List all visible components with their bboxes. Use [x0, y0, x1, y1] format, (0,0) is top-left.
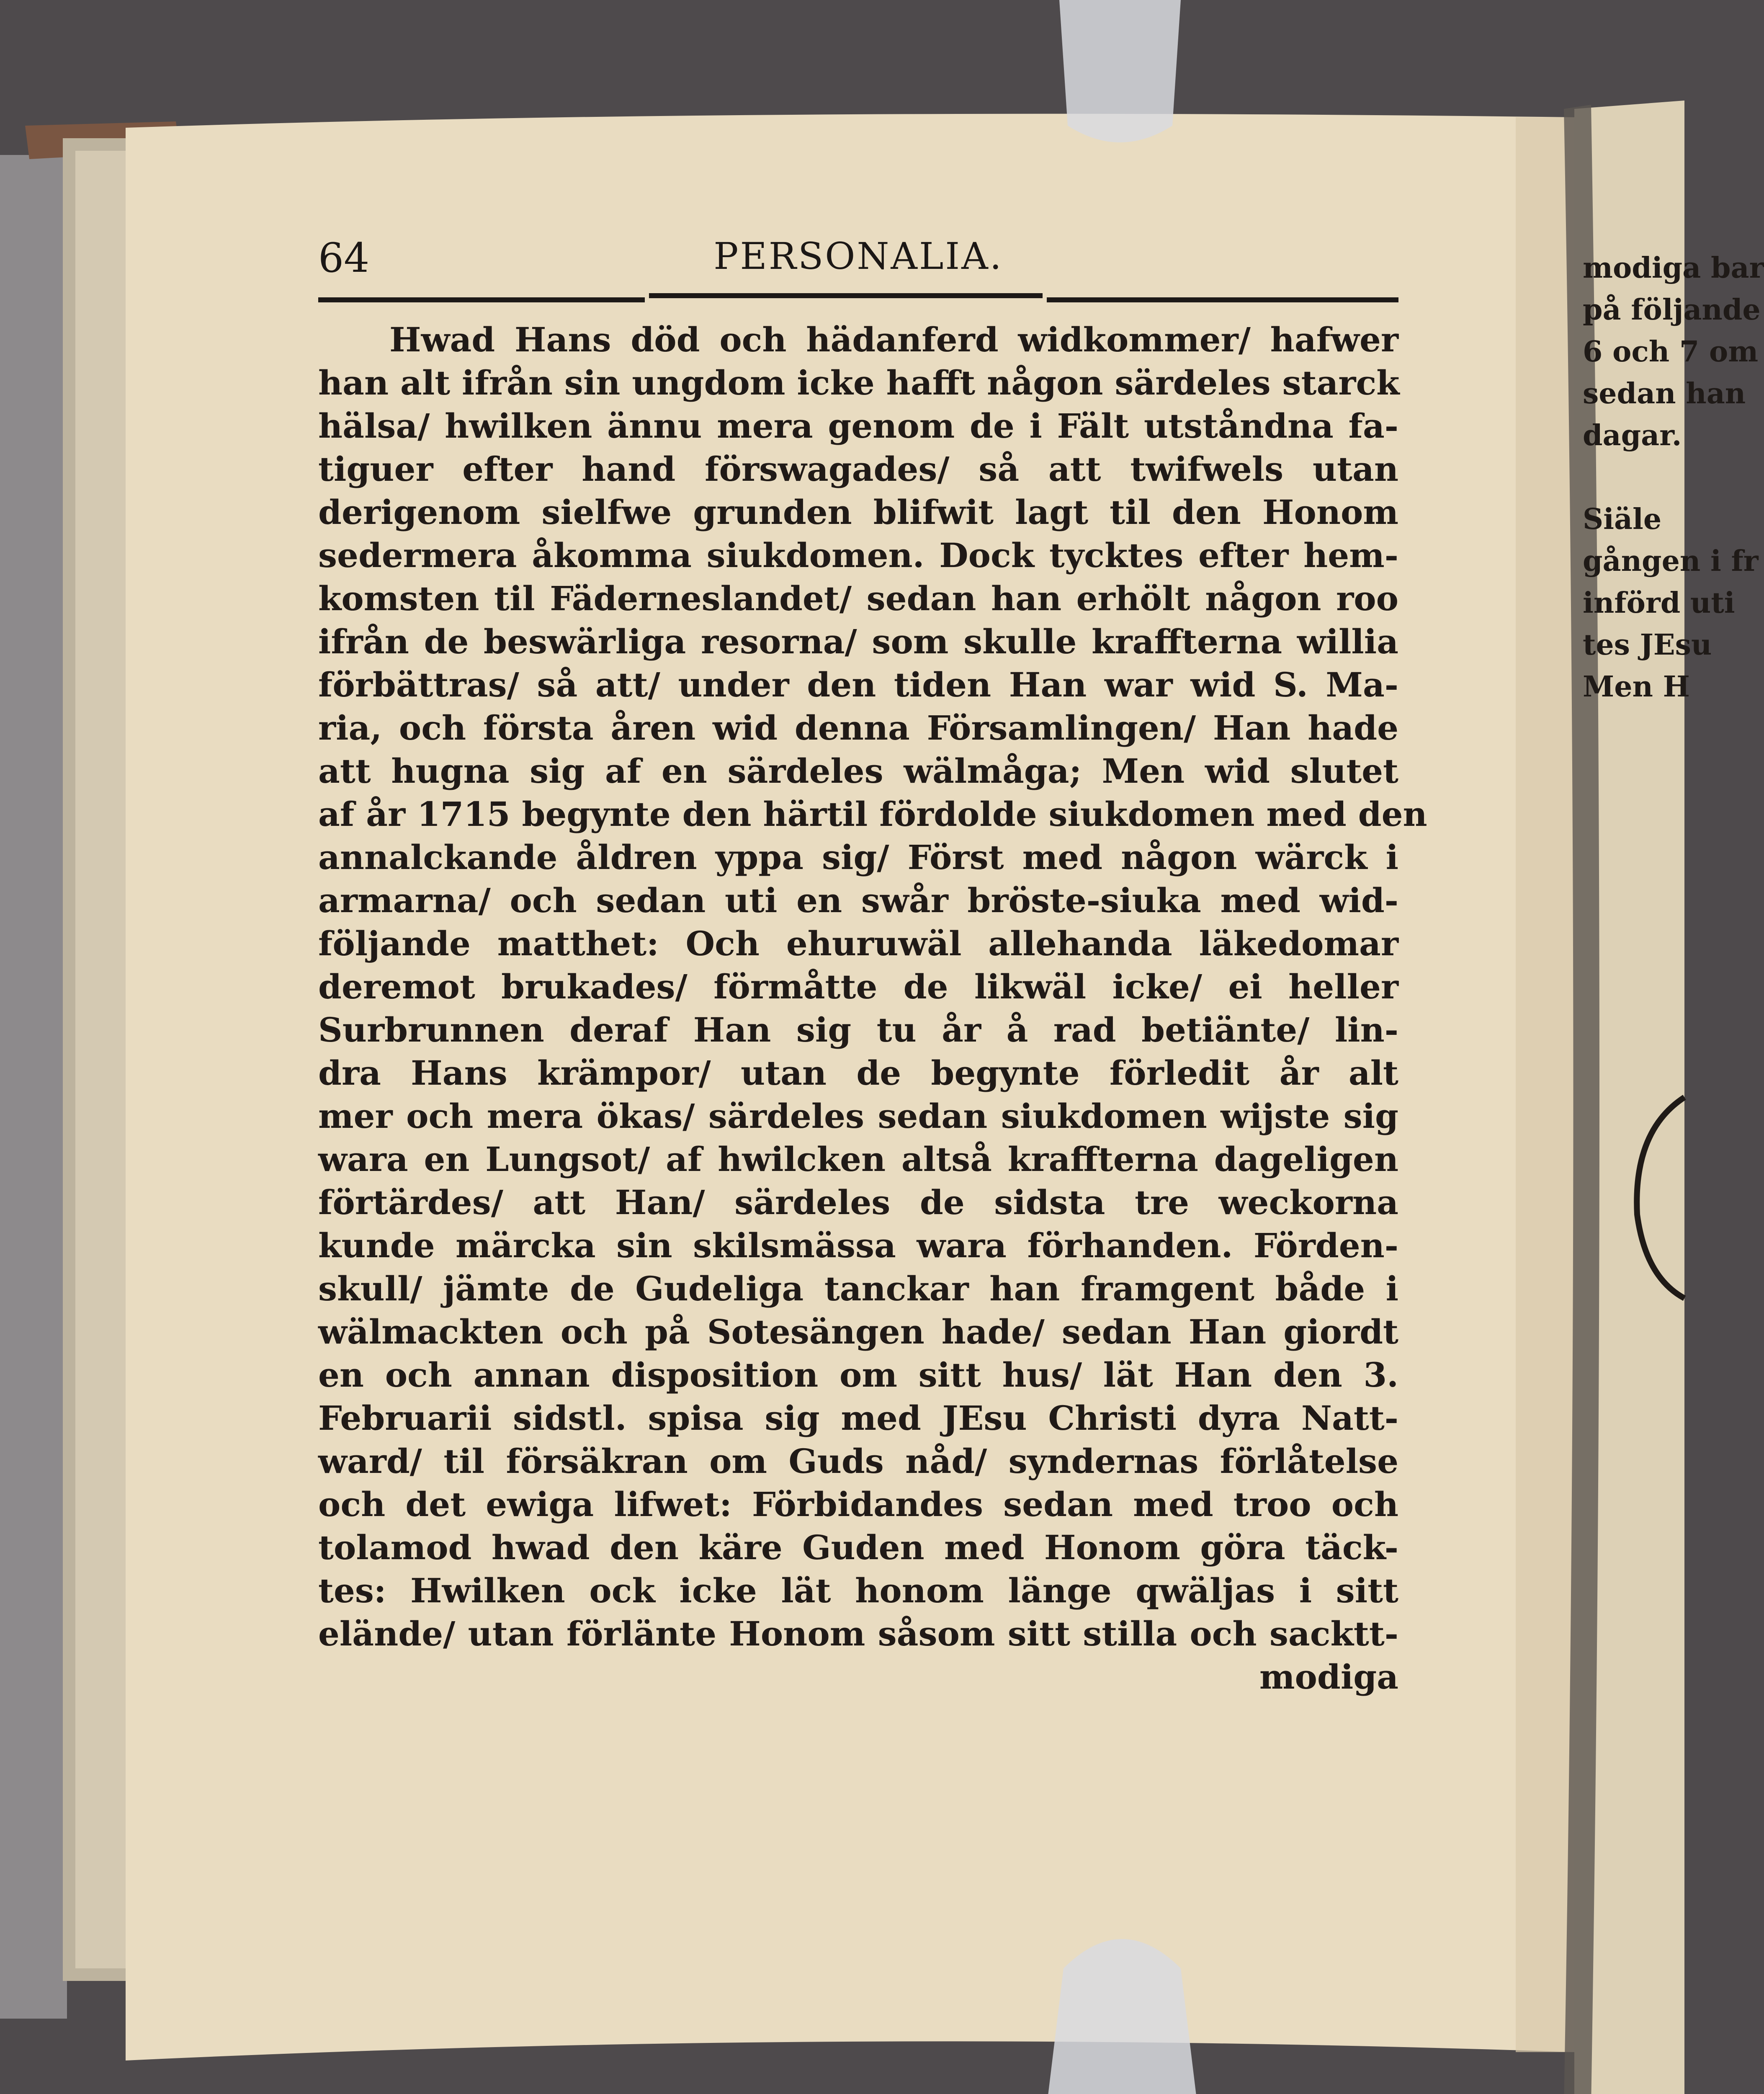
text-line: deremot brukades/ förmåtte de likwäl icke/ ei heller [318, 967, 1398, 1006]
text-line: annalckande åldren yppa sig/ Först med någon wärck i [318, 838, 1398, 877]
adjacent-line: Siäle [1583, 503, 1662, 536]
header-rule-center [649, 293, 1043, 298]
adjacent-line: tes JEsu [1583, 628, 1712, 662]
adjacent-line: på följande [1583, 293, 1761, 327]
text-line: tiguer efter hand förswagades/ så att twifwels utan [318, 449, 1398, 489]
text-line: förbättras/ så att/ under den tiden Han war wid S. Ma- [318, 665, 1398, 704]
top-clip [1059, 0, 1181, 142]
text-line: komsten til Fäderneslandet/ sedan han erhölt någon roo [318, 579, 1398, 618]
text-line: wälmackten och på Sotesängen hade/ sedan Han giordt [318, 1312, 1398, 1351]
text-line: wara en Lungsot/ af hwilcken altså kraffterna dageligen [318, 1140, 1398, 1179]
adjacent-line: dagar. [1583, 419, 1682, 452]
text-line: dra Hans krämpor/ utan de begynte förledit år alt [318, 1053, 1398, 1093]
adjacent-line: införd uti [1583, 586, 1735, 620]
body-text [318, 318, 1427, 1699]
adjacent-line: modiga bar [1583, 251, 1764, 285]
adjacent-page-text [1583, 247, 1764, 875]
text-line: elände/ utan förlänte Honom såsom sitt stilla och sacktt- [318, 1614, 1398, 1653]
text-line: hälsa/ hwilken ännu mera genom de i Fält utståndna fa- [318, 406, 1398, 446]
left-cover-board [0, 155, 67, 2019]
adjacent-line: 6 och 7 om [1583, 335, 1759, 369]
text-line: förtärdes/ att Han/ särdeles de sidsta tre weckorna [318, 1183, 1398, 1222]
text-line: ria, och första åren wid denna Församlingen/ Han hade [318, 708, 1398, 748]
text-line: derigenom sielfwe grunden blifwit lagt til den Honom [318, 493, 1398, 532]
adjacent-line: Men H [1583, 670, 1690, 704]
adjacent-line [1583, 456, 1684, 498]
text-line: Februarii sidstl. spisa sig med JEsu Christi dyra Natt- [318, 1398, 1398, 1438]
catchword: modiga [1259, 1657, 1398, 1697]
text-line: mer och mera ökas/ särdeles sedan siukdomen wijste sig [318, 1096, 1398, 1136]
text-line: skull/ jämte de Gudeliga tanckar han framgent både i [318, 1269, 1398, 1308]
text-line: och det ewiga lifwet: Förbidandes sedan med troo och [318, 1485, 1398, 1524]
text-line: ifrån de beswärliga resorna/ som skulle kraffterna willia [318, 622, 1398, 661]
text-line: armarna/ och sedan uti en swår bröste-siuka med wid- [318, 881, 1398, 920]
page-number: 64 [318, 235, 370, 281]
text-line: en och annan disposition om sitt hus/ lät Han den 3. [318, 1355, 1398, 1395]
text-line: ward/ til försäkran om Guds nåd/ syndernas förlåtelse [318, 1442, 1398, 1481]
text-line: kunde märcka sin skilsmässa wara förhanden. Förden- [318, 1226, 1398, 1265]
running-head: PERSONALIA. [713, 235, 1003, 278]
text-line: Surbrunnen deraf Han sig tu år å rad betiänte/ lin- [318, 1010, 1398, 1050]
header-rule-left [318, 297, 645, 302]
adjacent-line: sedan han [1583, 377, 1746, 410]
text-line: att hugna sig af en särdeles wälmåga; Men wid slutet [318, 751, 1398, 791]
page-text-block [318, 235, 1427, 1868]
text-line: han alt ifrån sin ungdom icke hafft någon särdeles starck [318, 363, 1400, 402]
text-line: sedermera åkomma siukdomen. Dock tycktes efter hem- [318, 536, 1398, 575]
gutter-shadow [1516, 117, 1574, 2052]
text-line: tolamod hwad den käre Guden med Honom göra täck- [318, 1528, 1398, 1567]
adjacent-line: gången i fr [1583, 544, 1759, 578]
text-line: följande matthet: Och ehuruwäl allehanda läkedomar [318, 924, 1398, 963]
text-line: Hwad Hans död och hädanferd widkommer/ hafwer [389, 320, 1398, 359]
text-line: tes: Hwilken ock icke lät honom länge qwäljas i sitt [318, 1571, 1398, 1610]
header-rule-right [1047, 297, 1398, 302]
text-line: af år 1715 begynte den härtil fördolde siukdomen med den [318, 794, 1427, 834]
